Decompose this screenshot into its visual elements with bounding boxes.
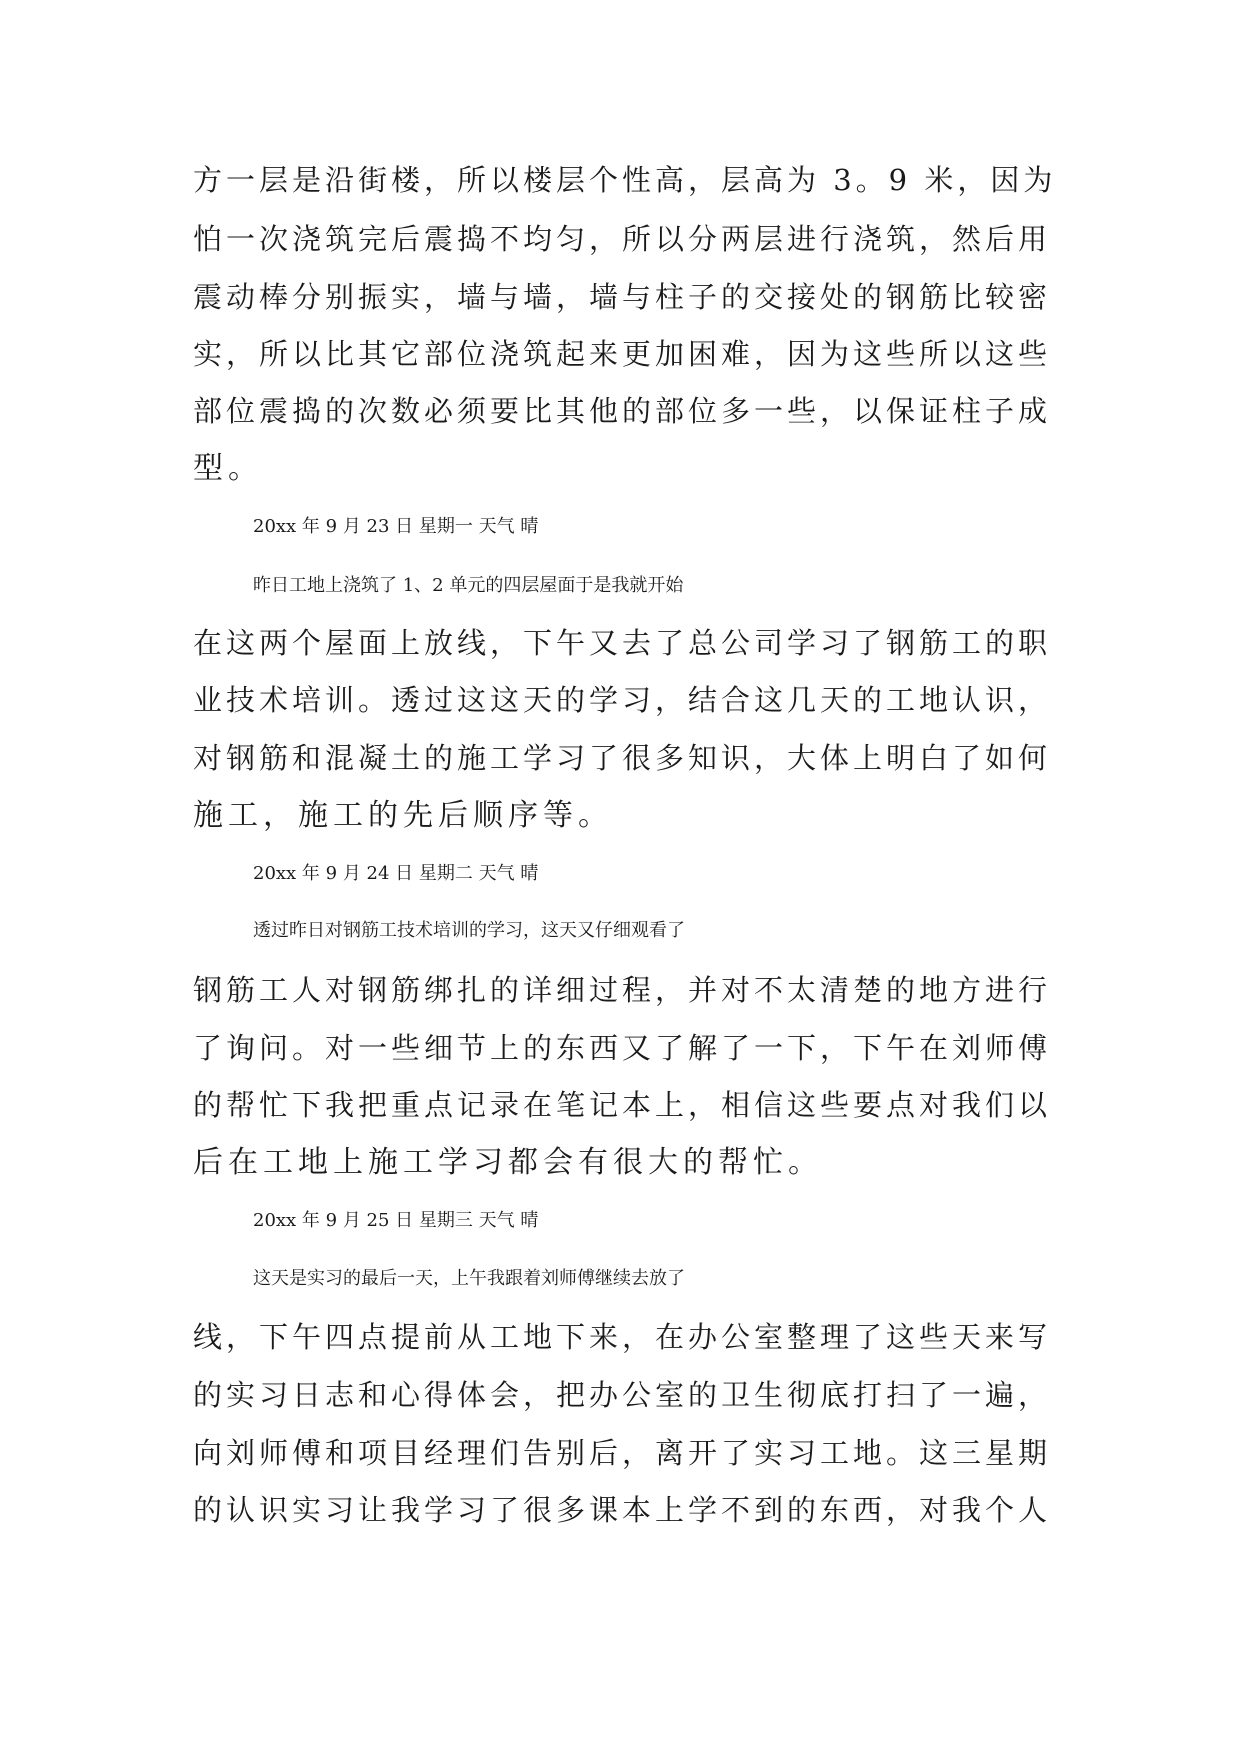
text-line: 型。 — [193, 451, 263, 486]
text-line: 实，所以比其它部位浇筑起来更加困难，因为这些所以这些 — [193, 337, 1052, 371]
text-line: 施工，施工的先后顺序等。 — [193, 798, 613, 833]
diary-date-heading: 20xx 年 9 月 23 日 星期一 天气 晴 — [253, 516, 539, 537]
text-line: 的实习日志和心得体会，把办公室的卫生彻底打扫了一遍， — [193, 1378, 1052, 1412]
text-line: 了询问。对一些细节上的东西又了解了一下，下午在刘师傅 — [193, 1031, 1052, 1065]
text-line: 震动棒分别振实，墙与墙，墙与柱子的交接处的钢筋比较密 — [193, 280, 1052, 314]
text-line: 怕一次浇筑完后震捣不均匀，所以分两层进行浇筑，然后用 — [193, 222, 1052, 256]
text-line: 昨日工地上浇筑了 1、2 单元的四层屋面于是我就开始 — [253, 575, 684, 596]
text-line: 的认识实习让我学习了很多课本上学不到的东西，对我个人 — [193, 1493, 1052, 1527]
text-line: 后在工地上施工学习都会有很大的帮忙。 — [193, 1145, 823, 1180]
text-line: 对钢筋和混凝土的施工学习了很多知识，大体上明白了如何 — [193, 741, 1052, 775]
diary-date-heading: 20xx 年 9 月 25 日 星期三 天气 晴 — [253, 1210, 539, 1231]
text-line: 这天是实习的最后一天，上午我跟着刘师傅继续去放了 — [253, 1268, 685, 1289]
diary-date-heading: 20xx 年 9 月 24 日 星期二 天气 晴 — [253, 863, 539, 884]
text-line: 向刘师傅和项目经理们告别后，离开了实习工地。这三星期 — [193, 1436, 1052, 1470]
text-line: 线，下午四点提前从工地下来，在办公室整理了这些天来写 — [193, 1320, 1052, 1354]
text-line: 业技术培训。透过这这天的学习，结合这几天的工地认识， — [193, 683, 1052, 717]
text-line: 部位震捣的次数必须要比其他的部位多一些，以保证柱子成 — [193, 394, 1052, 428]
text-line: 钢筋工人对钢筋绑扎的详细过程，并对不太清楚的地方进行 — [193, 973, 1052, 1007]
text-line: 方一层是沿街楼，所以楼层个性高，层高为 3。9 米，因为 — [193, 163, 1057, 197]
text-line: 透过昨日对钢筋工技术培训的学习，这天又仔细观看了 — [253, 920, 685, 941]
text-line: 的帮忙下我把重点记录在笔记本上，相信这些要点对我们以 — [193, 1088, 1052, 1122]
text-line: 在这两个屋面上放线，下午又去了总公司学习了钢筋工的职 — [193, 626, 1052, 660]
